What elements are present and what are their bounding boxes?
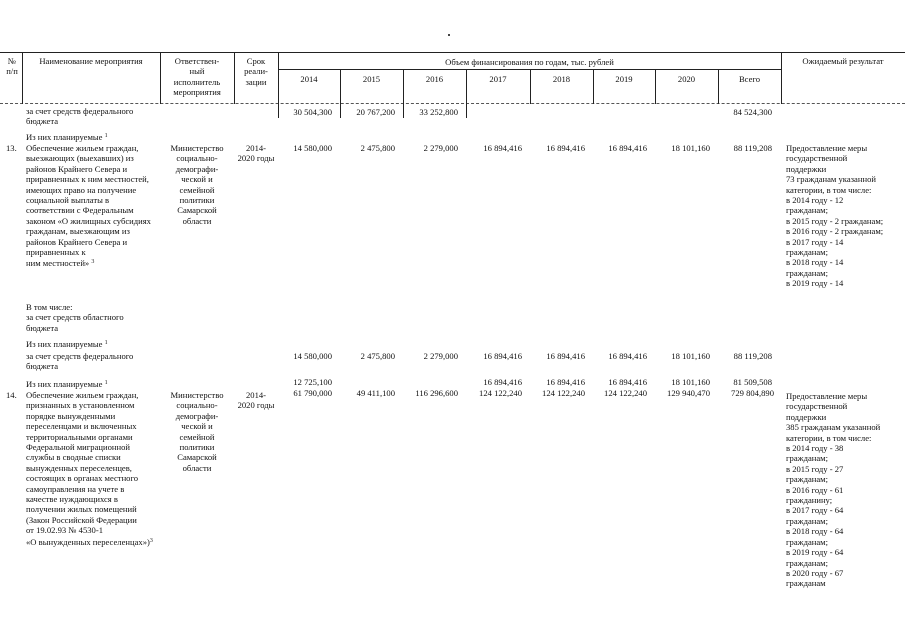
value-cell: 16 894,416: [546, 377, 585, 387]
value-cell: 2 279,000: [423, 351, 458, 361]
value-total: 81 509,508: [733, 377, 772, 387]
header-total: Всего: [738, 74, 761, 84]
value-cell: 16 894,416: [608, 377, 647, 387]
value-cell: 129 940,470: [667, 388, 710, 398]
value-cell: 14 580,000: [293, 351, 332, 361]
value-cell: 116 296,600: [415, 388, 458, 398]
row-responsible: Министерство социально- демографи- ческой и семейной политики Самарской области: [170, 390, 224, 473]
value-total: 88 119,208: [733, 351, 772, 361]
value-cell: 16 894,416: [546, 143, 585, 153]
value-cell: 20 767,200: [356, 107, 395, 117]
value-cell: 2 475,800: [360, 351, 395, 361]
value-cell: 124 122,240: [479, 388, 522, 398]
value-cell: 49 411,100: [356, 388, 395, 398]
value-cell: 18 101,160: [671, 351, 710, 361]
value-cell: 2 279,000: [423, 143, 458, 153]
header-name: Наименование мероприятия: [39, 56, 143, 66]
header-year: 2019: [615, 74, 633, 84]
row-name: Обеспечение жильем граждан, выезжающих (выехавших) из районов Крайнего Севера и приравненных к ним местностей, имеющих право на получение социальной выплаты в соответствии с Федеральным законом «О жилищных субсидиях гражданам, выезжающим из районов Крайнего Севера и приравненных к ним местностей» $^3$: [26, 143, 151, 269]
planned-label: Из них планируемые $^1$: [26, 132, 108, 142]
planned-label: Из них планируемые $^1$: [26, 339, 108, 349]
row-label: за счет средств федерального бюджета: [26, 106, 134, 127]
value-cell: 16 894,416: [483, 377, 522, 387]
row-result: Предоставление меры государственной поддержки 385 гражданам указанной категории, в том числе: в 2014 году - 38 гражданам; в 2015 году - 27 гражданам; в 2016 году - 61 гражданину; в 2017 году - 64 гражданам; в 2018 году - 64 гражданам; в 2019 году - 64 гражданам; в 2020 году - 67 гражданам: [786, 391, 881, 589]
header-year: 2016: [425, 74, 444, 84]
value-total: 84 524,300: [733, 107, 772, 117]
value-cell: 61 790,000: [293, 388, 332, 398]
header-year: 2018: [552, 74, 571, 84]
header-year: 2020: [677, 74, 696, 84]
row-number: 13.: [6, 143, 17, 153]
header-year: 2014: [300, 74, 318, 84]
row-term: 2014- 2020 годы: [237, 143, 275, 164]
header-year: 2017: [489, 74, 507, 84]
value-cell: 16 894,416: [483, 143, 522, 153]
value-cell: 14 580,000: [293, 143, 332, 153]
header-funding: Объем финансирования по годам, тыс. рублей: [445, 57, 614, 67]
header-bottom-border: [0, 103, 905, 104]
value-cell: 2 475,800: [360, 143, 395, 153]
value-cell: 18 101,160: [671, 377, 710, 387]
header-year: 2015: [362, 74, 381, 84]
value-cell: 16 894,416: [608, 351, 647, 361]
value-cell: 18 101,160: [671, 143, 710, 153]
row-result: Предоставление меры государственной поддержки 73 гражданам указанной категории, в том числе: в 2014 году - 12 гражданам; в 2015 году - 2 гражданам; в 2016 году - 2 гражданам; в 2017 году - 14 гражданам; в 2018 году - 14 гражданам; в 2019 году - 14: [786, 143, 884, 289]
row-number: 14.: [6, 390, 17, 400]
value-cell: 16 894,416: [546, 351, 585, 361]
header-result: Ожидаемый результат: [802, 56, 884, 66]
row-term: 2014- 2020 годы: [237, 390, 275, 411]
header-responsible: Ответствен- ный исполнитель мероприятия: [173, 56, 221, 98]
col-line: [466, 104, 467, 118]
value-cell: 30 504,300: [293, 107, 332, 117]
federal-label: за счет средств федерального бюджета: [26, 351, 134, 372]
table-top-border: [0, 52, 905, 53]
planned-label: Из них планируемые $^1$: [26, 379, 108, 389]
row-name: Обеспечение жильем граждан, признанных в установленном порядке вынужденными переселенцами и включенных территориальными органами Федеральной миграционной службы в сводные списки вынужденных переселенцев, состоящих в органах местного самоуправления на учете в качестве нуждающихся в получении жилых помещений (Закон Российской Федерации от 19.02.93 № 4530-1 «О вынужденных переселенцах»)$^3$: [26, 390, 153, 547]
value-total: 729 804,890: [731, 388, 774, 398]
value-cell: 12 725,100: [293, 377, 332, 387]
breakdown-label: В том числе: за счет средств областного бюджета: [26, 302, 124, 333]
value-cell: 124 122,240: [542, 388, 585, 398]
value-cell: 16 894,416: [608, 143, 647, 153]
value-cell: 33 252,800: [419, 107, 458, 117]
value-cell: 124 122,240: [604, 388, 647, 398]
value-total: 88 119,208: [733, 143, 772, 153]
header-term: Срок реали- зации: [244, 56, 268, 87]
value-cell: 16 894,416: [483, 351, 522, 361]
header-num: № п/п: [6, 56, 18, 77]
speck: [448, 34, 450, 36]
row-responsible: Министерство социально- демографи- ческой и семейной политики Самарской области: [170, 143, 224, 226]
